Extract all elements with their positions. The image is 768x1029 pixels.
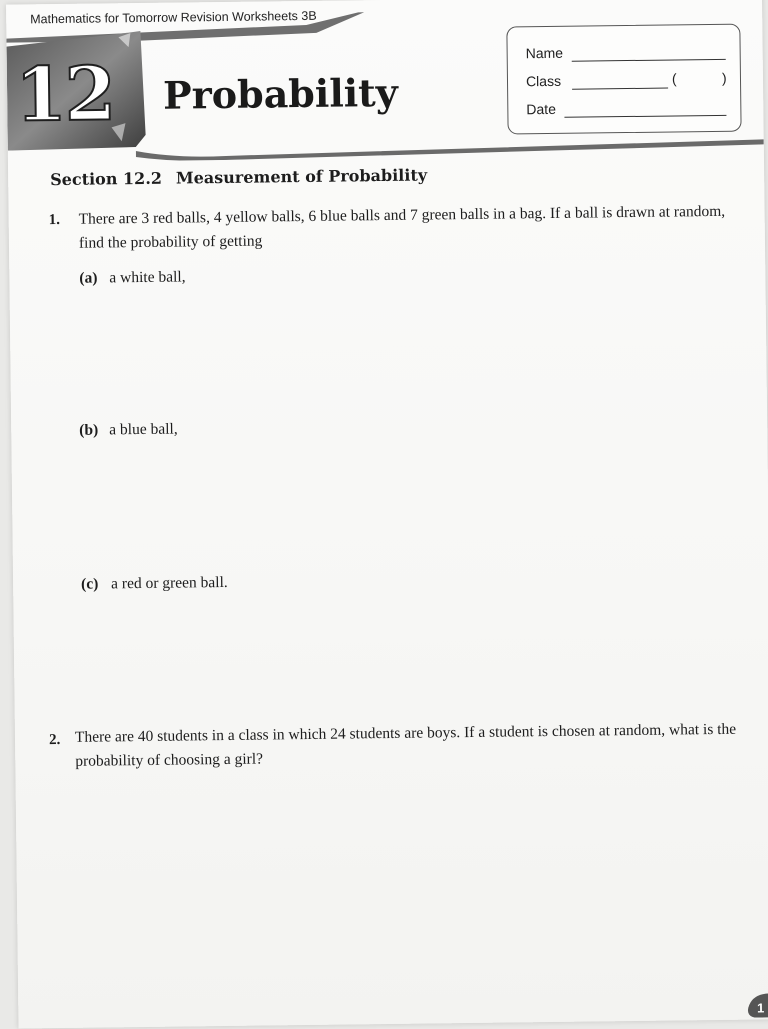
name-field-line[interactable]	[572, 59, 726, 62]
worksheet-page	[6, 0, 768, 1029]
question-1-part-b	[79, 421, 178, 440]
header-rule	[136, 137, 764, 161]
part-b-text: a blue ball,	[109, 420, 178, 439]
question-1-text: There are 3 red balls, 4 yellow balls, 6 blue balls and 7 green balls in a bag. If a ball is drawn at random, find the probability of getting	[78, 202, 726, 252]
question-1c-answer-space[interactable]	[83, 592, 734, 716]
question-2-answer-space[interactable]	[76, 776, 738, 984]
question-1a-answer-space[interactable]	[80, 286, 731, 414]
name-label: Name	[525, 44, 564, 62]
question-1-number: 1.	[48, 211, 61, 229]
question-1-part-a	[79, 268, 185, 287]
date-field-line[interactable]	[564, 115, 726, 118]
section-title: Measurement of Probability	[175, 165, 428, 188]
question-2-text: There are 40 students in a class in which 24 students are boys. If a student is chosen at random, what is the probability of choosing a girl?	[74, 720, 737, 770]
section-heading	[50, 165, 427, 189]
chapter-number: 12	[14, 51, 115, 139]
class-label: Class	[525, 72, 562, 90]
date-label: Date	[526, 100, 557, 118]
question-2-number: 2.	[48, 732, 61, 749]
part-a-text: a white ball,	[109, 268, 186, 287]
part-a-label: (a)	[79, 269, 98, 287]
student-info-box	[506, 24, 741, 135]
part-c-text: a red or green ball.	[111, 573, 228, 593]
series-title: Mathematics for Tomorrow Revision Worksheets 3B	[30, 8, 317, 27]
part-c-label: (c)	[81, 575, 99, 593]
page-number: 1	[757, 1000, 765, 1016]
question-1-part-c	[81, 574, 228, 594]
section-number: Section 12.2	[50, 168, 163, 190]
register-number-close-paren: )	[721, 69, 727, 86]
chapter-block	[6, 31, 147, 151]
class-field-line[interactable]	[572, 88, 668, 90]
part-b-label: (b)	[79, 421, 99, 439]
register-number-open-paren: (	[671, 70, 677, 87]
chapter-title: Probability	[162, 69, 399, 118]
question-1b-answer-space[interactable]	[81, 438, 732, 566]
